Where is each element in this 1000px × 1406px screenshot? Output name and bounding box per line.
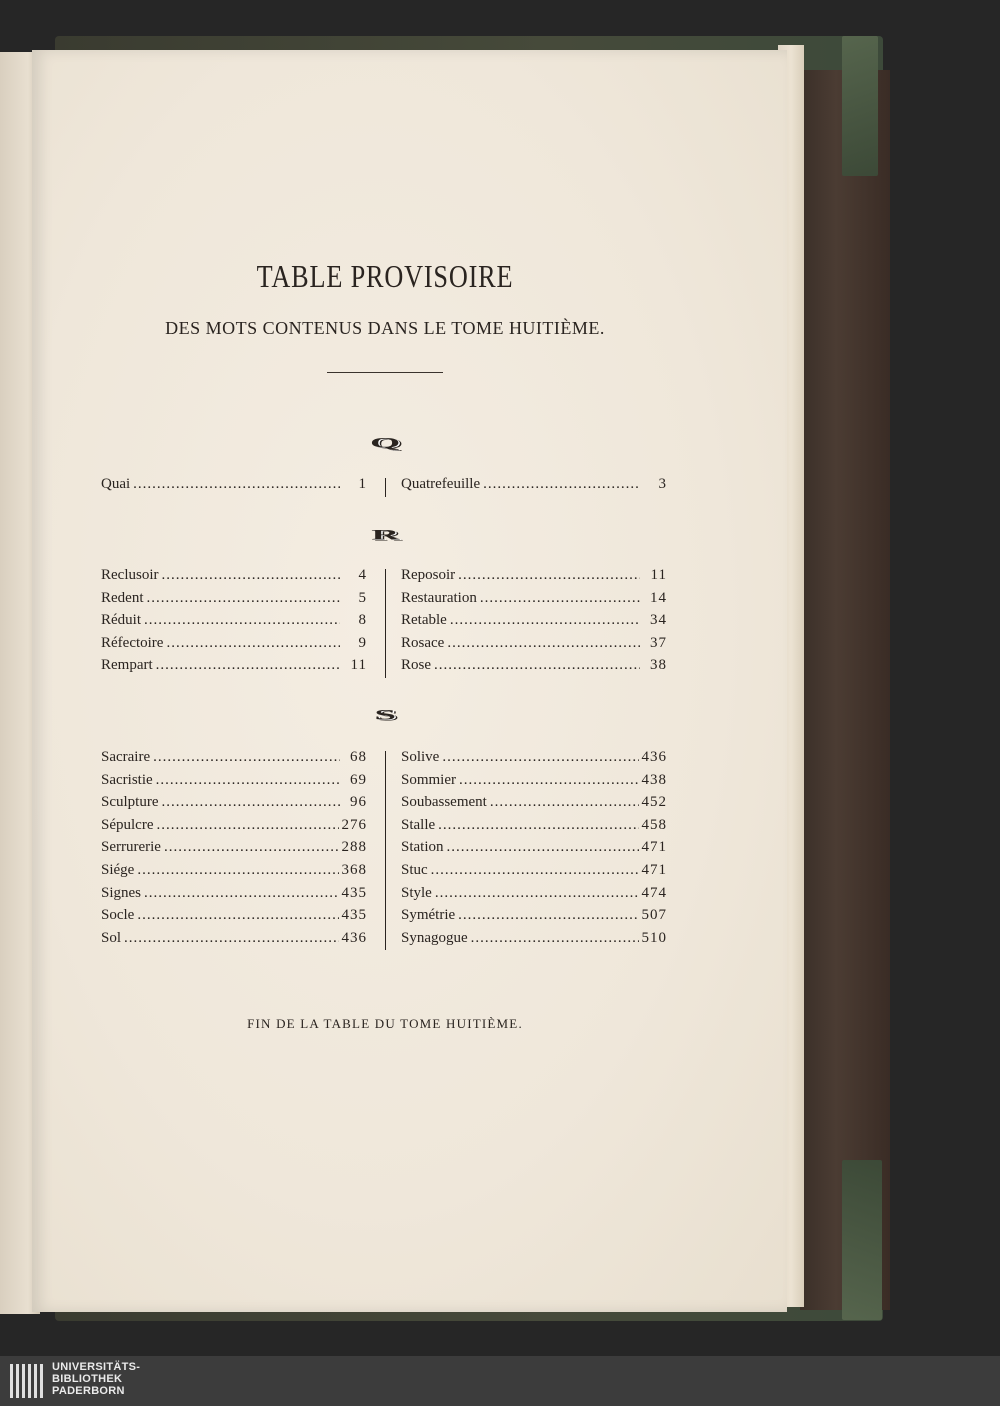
entry-page-number: 471 [641, 839, 667, 856]
dot-leader [162, 567, 341, 584]
dot-leader [137, 907, 338, 924]
entry-word: Rempart [101, 657, 153, 673]
entry-page-number: 438 [641, 771, 667, 788]
dot-leader [435, 885, 639, 902]
index-entry [401, 907, 667, 924]
entry-word: Style [401, 884, 432, 901]
dot-leader [164, 839, 339, 856]
index-entry [101, 817, 367, 834]
index-entry [101, 794, 367, 811]
library-name-line1: UNIVERSITÄTS- [52, 1361, 141, 1373]
dot-leader [447, 839, 639, 856]
index-entry [401, 772, 667, 789]
entry-word: Signes [101, 884, 142, 901]
entry-word: Stalle [401, 816, 436, 833]
index-entry [101, 612, 367, 629]
dot-leader [459, 772, 639, 789]
entry-page-number: 37 [650, 634, 667, 651]
entry-word: Stuc [401, 862, 428, 878]
index-entry [101, 930, 367, 947]
section-letter [0, 520, 770, 550]
entry-page-number: 3 [658, 476, 667, 492]
column-divider [385, 569, 386, 678]
index-entry [101, 657, 367, 674]
index-entry [401, 635, 667, 652]
dot-leader [480, 590, 640, 607]
cover-corner-bottom [842, 1160, 882, 1320]
index-entry [401, 567, 667, 584]
entry-word: Reclusoir [101, 567, 159, 583]
entry-page-number: 458 [641, 816, 667, 833]
dot-leader [153, 749, 340, 766]
dot-leader [124, 930, 338, 947]
entry-page-number: 436 [641, 749, 667, 765]
entry-word: Sommier [401, 771, 456, 788]
entry-word: Réfectoire [101, 634, 164, 651]
dot-leader [156, 772, 340, 789]
entry-page-number: 38 [650, 657, 667, 673]
entry-word: Sculpture [101, 794, 159, 811]
dot-leader [144, 612, 340, 629]
cover-corner-top [842, 36, 878, 176]
index-entry [401, 657, 667, 674]
index-entry [101, 862, 367, 879]
entry-page-number: 5 [358, 589, 367, 606]
entry-word: Retable [401, 612, 447, 628]
section-letter-glyph: Q [369, 434, 401, 451]
entry-word: Serrurerie [101, 839, 161, 856]
section-letter-glyph: S [374, 706, 396, 723]
entry-word: Solive [401, 749, 440, 765]
entry-page-number: 9 [358, 634, 367, 651]
dot-leader [458, 567, 640, 584]
library-footer [0, 1356, 1000, 1406]
dot-leader [442, 749, 638, 766]
column-divider [385, 478, 386, 497]
entry-word: Synagogue [401, 929, 468, 946]
end-note: FIN DE LA TABLE DU TOME HUITIÈME. [247, 1016, 523, 1031]
entry-page-number: 471 [641, 862, 667, 878]
dot-leader [471, 930, 639, 947]
library-name [52, 1361, 140, 1397]
page [32, 50, 787, 1312]
dot-leader [133, 476, 340, 493]
dot-leader [144, 885, 338, 902]
index-entry [401, 862, 667, 879]
index-entry [101, 885, 367, 902]
index-entry [101, 907, 367, 924]
entry-word: Sépulcre [101, 816, 154, 833]
index-entry [401, 885, 667, 902]
title-rule [327, 372, 443, 373]
index-entry [401, 930, 667, 947]
entry-page-number: 435 [341, 884, 367, 901]
dot-leader [162, 794, 341, 811]
page-title: TABLE PROVISOIRE [256, 258, 514, 294]
entry-word: Sacraire [101, 749, 151, 765]
dot-leader [434, 657, 640, 674]
entry-page-number: 436 [341, 929, 367, 946]
entry-page-number: 276 [341, 816, 367, 833]
section-letter-glyph: R [370, 526, 400, 543]
entry-page-number: 452 [641, 794, 667, 811]
dot-leader [490, 794, 639, 811]
entry-word: Quai [101, 476, 131, 492]
library-name-line2: BIBLIOTHEK [52, 1373, 123, 1385]
dot-leader [458, 907, 638, 924]
page-subtitle: DES MOTS CONTENUS DANS LE TOME HUITIÈME. [165, 318, 605, 338]
entry-page-number: 1 [358, 476, 367, 492]
entry-page-number: 69 [350, 771, 367, 788]
index-entry [101, 772, 367, 789]
entry-page-number: 11 [650, 567, 667, 583]
entry-page-number: 510 [641, 929, 667, 946]
index-entry [401, 817, 667, 834]
index-entry [101, 567, 367, 584]
entry-word: Sacristie [101, 771, 153, 788]
entry-page-number: 4 [358, 567, 367, 583]
entry-word: Symétrie [401, 907, 456, 924]
index-entry [101, 839, 367, 856]
library-logo-icon [8, 1362, 48, 1400]
dot-leader [483, 476, 640, 493]
dot-leader [147, 590, 341, 607]
entry-page-number: 96 [350, 794, 367, 811]
entry-word: Station [401, 839, 444, 856]
index-entry [401, 749, 667, 766]
entry-word: Rosace [401, 634, 445, 651]
dot-leader [166, 635, 340, 652]
book-edge [800, 70, 890, 1310]
entry-page-number: 435 [341, 907, 367, 924]
index-entry [101, 635, 367, 652]
index-entry [101, 590, 367, 607]
entry-page-number: 68 [350, 749, 367, 765]
dot-leader [450, 612, 640, 629]
index-entry [401, 794, 667, 811]
index-entry [101, 749, 367, 766]
index-entry [401, 476, 667, 493]
entry-word: Réduit [101, 612, 141, 628]
index-entry [101, 476, 367, 493]
entry-page-number: 368 [341, 862, 367, 878]
entry-word: Socle [101, 907, 135, 924]
entry-page-number: 8 [358, 612, 367, 628]
entry-word: Redent [101, 589, 144, 606]
entry-page-number: 474 [641, 884, 667, 901]
entry-page-number: 507 [641, 907, 667, 924]
entry-word: Quatrefeuille [401, 476, 481, 492]
entry-word: Restauration [401, 589, 477, 606]
library-name-line3: PADERBORN [52, 1385, 125, 1397]
entry-page-number: 34 [650, 612, 667, 628]
entry-word: Rose [401, 657, 431, 673]
dot-leader [137, 862, 338, 879]
entry-page-number: 14 [650, 589, 667, 606]
section-letter [0, 700, 770, 730]
entry-word: Siége [101, 862, 135, 878]
dot-leader [438, 817, 638, 834]
entry-word: Reposoir [401, 567, 456, 583]
entry-page-number: 288 [341, 839, 367, 856]
index-entry [401, 590, 667, 607]
entry-word: Sol [101, 929, 122, 946]
column-divider [385, 751, 386, 950]
dot-leader [156, 657, 340, 674]
dot-leader [156, 817, 338, 834]
entry-word: Soubassement [401, 794, 487, 811]
dot-leader [431, 862, 639, 879]
dot-leader [447, 635, 640, 652]
index-entry [401, 612, 667, 629]
index-entry [401, 839, 667, 856]
entry-page-number: 11 [350, 657, 367, 673]
section-letter [0, 428, 770, 458]
